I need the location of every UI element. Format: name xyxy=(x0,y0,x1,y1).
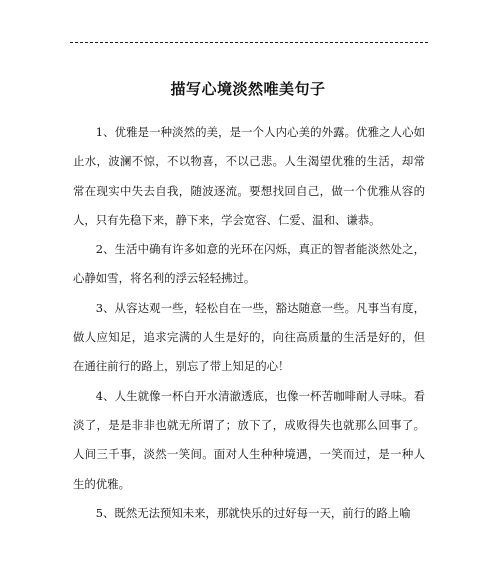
paragraph-2: 2、生活中确有许多如意的光环在闪烁，真正的智者能淡然处之，心静如雪，将名利的浮云轻轻拂过。 xyxy=(73,242,425,286)
paragraph-1: 1、优雅是一种淡然的美，是一个人内心美的外露。优雅之人心如止水，波澜不惊，不以物喜，不以己悲。人生渴望优雅的生活，却常常在现实中失去自我，随波逐流。要想找回自己，做一个优雅从容的人，只有先稳下来，静下来，学会宽容、仁爱、温和、谦恭。 xyxy=(73,125,425,227)
paragraph-4: 4、人生就像一杯白开水清澈透底，也像一杯苦咖啡耐人寻味。看淡了，是是非非也就无所谓了；放下了，成败得失也就那么回事了。人间三千事，淡然一笑间。面对人生种种境遇，一笑而过，是一种人生的优雅。 xyxy=(73,388,425,491)
page-title: 描写心境淡然唯美句子 xyxy=(170,80,326,98)
document-body xyxy=(73,118,425,528)
paragraph-3: 3、从容达观一些，轻松自在一些，豁达随意一些。凡事当有度，做人应知足，追求完满的人生是好的，向往高质量的生活是好的，但在通往前行的路上，别忘了带上知足的心！ xyxy=(73,300,425,374)
paragraph-5: 5、既然无法预知未来，那就快乐的过好每一天，前行的路上喻 xyxy=(95,505,411,520)
header-dashed-divider xyxy=(70,42,428,43)
